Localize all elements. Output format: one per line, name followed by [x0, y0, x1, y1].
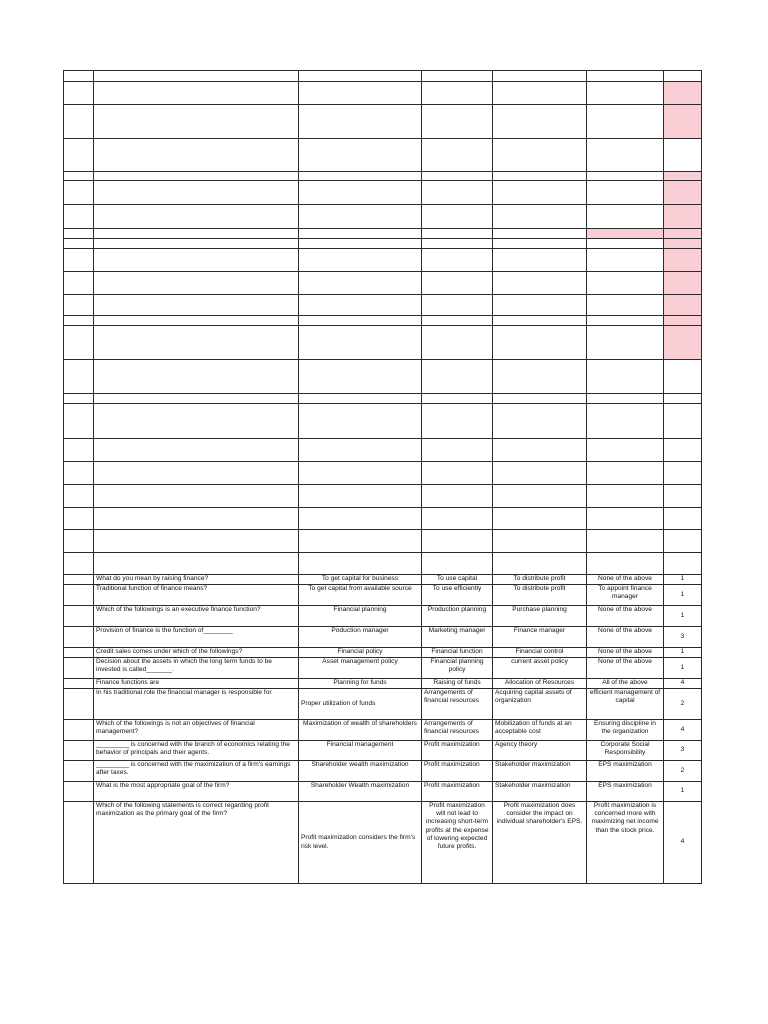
question-cell[interactable]: Which of the followings is not an objectives of financial management?: [94, 720, 299, 741]
answer-key-cell[interactable]: 1: [664, 606, 702, 627]
cell[interactable]: [493, 530, 587, 553]
cell[interactable]: [422, 326, 493, 360]
question-row: [64, 689, 702, 720]
row-number-cell[interactable]: [64, 720, 94, 741]
cell[interactable]: [64, 326, 94, 360]
cell[interactable]: [422, 530, 493, 553]
cell[interactable]: [94, 508, 299, 530]
cell[interactable]: [664, 71, 702, 82]
row-number-cell[interactable]: [64, 741, 94, 761]
cell[interactable]: [587, 82, 664, 105]
cell[interactable]: [493, 239, 587, 249]
cell[interactable]: [94, 394, 299, 404]
option-c-cell[interactable]: Finance manager: [493, 627, 587, 648]
cell[interactable]: [64, 272, 94, 295]
cell[interactable]: [664, 404, 702, 439]
question-row: [64, 782, 702, 802]
cell[interactable]: [422, 316, 493, 326]
cell[interactable]: [299, 139, 422, 172]
answer-key-cell[interactable]: 1: [664, 658, 702, 679]
option-b-cell[interactable]: Arrangements of financial resources: [422, 720, 493, 741]
cell[interactable]: [664, 82, 702, 105]
cell[interactable]: [299, 82, 422, 105]
row-number-cell[interactable]: [64, 648, 94, 658]
cell[interactable]: [299, 404, 422, 439]
question-cell[interactable]: What is the most appropriate goal of the firm?: [94, 782, 299, 802]
empty-row: [64, 272, 702, 295]
question-cell[interactable]: _________ is concerned with the maximization of a firm's earnings after taxes.: [94, 761, 299, 782]
option-c-cell[interactable]: Allocation of Resources: [493, 679, 587, 689]
cell[interactable]: [664, 172, 702, 181]
cell[interactable]: [422, 394, 493, 404]
cell[interactable]: [422, 105, 493, 139]
cell[interactable]: [64, 439, 94, 462]
empty-row: [64, 205, 702, 229]
cell[interactable]: [422, 82, 493, 105]
cell[interactable]: [422, 295, 493, 316]
empty-row: [64, 326, 702, 360]
option-c-cell[interactable]: Stakeholder maximization: [493, 782, 587, 802]
cell[interactable]: [299, 249, 422, 272]
cell[interactable]: [94, 172, 299, 181]
cell[interactable]: [64, 394, 94, 404]
option-a-cell[interactable]: To get capital from available source: [299, 585, 422, 606]
answer-key-cell[interactable]: 1: [664, 575, 702, 585]
cell[interactable]: [64, 462, 94, 485]
cell[interactable]: [664, 485, 702, 508]
cell[interactable]: [94, 71, 299, 82]
answer-key-cell[interactable]: 4: [664, 802, 702, 884]
answer-key-cell[interactable]: 4: [664, 679, 702, 689]
row-number-cell[interactable]: [64, 761, 94, 782]
cell[interactable]: [64, 181, 94, 205]
option-a-cell[interactable]: To get capital for business: [299, 575, 422, 585]
cell[interactable]: [64, 485, 94, 508]
cell[interactable]: [664, 239, 702, 249]
option-c-cell[interactable]: Financial control: [493, 648, 587, 658]
option-c-cell[interactable]: Profit maximization does consider the impact on individual shareholder's EPS.: [493, 802, 587, 884]
row-number-cell[interactable]: [64, 575, 94, 585]
row-number-cell[interactable]: [64, 689, 94, 720]
cell[interactable]: [664, 272, 702, 295]
cell[interactable]: [422, 439, 493, 462]
option-c-cell[interactable]: To distribute profit: [493, 575, 587, 585]
empty-row: [64, 295, 702, 316]
cell[interactable]: [493, 139, 587, 172]
cell[interactable]: [94, 326, 299, 360]
cell[interactable]: [587, 249, 664, 272]
cell[interactable]: [64, 508, 94, 530]
cell[interactable]: [664, 462, 702, 485]
cell[interactable]: [94, 139, 299, 172]
answer-key-cell[interactable]: 1: [664, 648, 702, 658]
cell[interactable]: [493, 205, 587, 229]
cell[interactable]: [493, 249, 587, 272]
empty-row: [64, 139, 702, 172]
cell[interactable]: [422, 462, 493, 485]
cell[interactable]: [299, 360, 422, 394]
option-c-cell[interactable]: Acquiring capital assets of organization: [493, 689, 587, 720]
option-c-cell[interactable]: Mobilization of funds at an acceptable cost: [493, 720, 587, 741]
option-a-cell[interactable]: Maximization of wealth of shareholders: [299, 720, 422, 741]
answer-key-cell[interactable]: 3: [664, 627, 702, 648]
question-cell[interactable]: Decision about the assets in which the long term funds to be invested is called_______.: [94, 658, 299, 679]
option-b-cell[interactable]: Profit maximization: [422, 761, 493, 782]
cell[interactable]: [94, 439, 299, 462]
option-d-cell[interactable]: None of the above: [587, 658, 664, 679]
cell[interactable]: [587, 239, 664, 249]
question-row: [64, 648, 702, 658]
question-cell[interactable]: Which of the followings is an executive finance function?: [94, 606, 299, 627]
cell[interactable]: [64, 404, 94, 439]
cell[interactable]: [493, 172, 587, 181]
row-number-cell[interactable]: [64, 585, 94, 606]
cell[interactable]: [64, 229, 94, 239]
cell[interactable]: [664, 249, 702, 272]
question-row: [64, 720, 702, 741]
cell[interactable]: [664, 394, 702, 404]
cell[interactable]: [422, 553, 493, 575]
cell[interactable]: [64, 360, 94, 394]
answer-key-cell[interactable]: 3: [664, 741, 702, 761]
question-row: [64, 575, 702, 585]
cell[interactable]: [299, 172, 422, 181]
cell[interactable]: [94, 239, 299, 249]
cell[interactable]: [587, 326, 664, 360]
cell[interactable]: [422, 181, 493, 205]
cell[interactable]: [64, 530, 94, 553]
cell[interactable]: [94, 530, 299, 553]
question-row: [64, 802, 702, 884]
option-b-cell[interactable]: Profit maximization: [422, 741, 493, 761]
cell[interactable]: [422, 485, 493, 508]
cell[interactable]: [64, 239, 94, 249]
cell[interactable]: [587, 181, 664, 205]
cell[interactable]: [299, 239, 422, 249]
row-number-cell[interactable]: [64, 606, 94, 627]
cell[interactable]: [493, 272, 587, 295]
cell[interactable]: [493, 229, 587, 239]
cell[interactable]: [587, 485, 664, 508]
option-c-cell[interactable]: current asset policy: [493, 658, 587, 679]
cell[interactable]: [94, 462, 299, 485]
cell[interactable]: [299, 553, 422, 575]
cell[interactable]: [493, 71, 587, 82]
option-d-cell[interactable]: None of the above: [587, 606, 664, 627]
cell[interactable]: [422, 508, 493, 530]
cell[interactable]: [299, 439, 422, 462]
cell[interactable]: [587, 295, 664, 316]
cell[interactable]: [94, 249, 299, 272]
answer-key-cell[interactable]: 1: [664, 585, 702, 606]
question-row: [64, 761, 702, 782]
cell[interactable]: [299, 394, 422, 404]
option-c-cell[interactable]: Stakeholder maximization: [493, 761, 587, 782]
cell[interactable]: [299, 508, 422, 530]
cell[interactable]: [664, 360, 702, 394]
cell[interactable]: [299, 205, 422, 229]
empty-row: [64, 404, 702, 439]
option-c-cell[interactable]: Purchase planning: [493, 606, 587, 627]
cell[interactable]: [664, 439, 702, 462]
question-cell[interactable]: Which of the following statements is correct regarding profit maximization as the primary goal of the firm?: [94, 802, 299, 884]
option-a-cell[interactable]: Financial management: [299, 741, 422, 761]
cell[interactable]: [493, 404, 587, 439]
cell[interactable]: [587, 316, 664, 326]
cell[interactable]: [422, 172, 493, 181]
question-row: [64, 679, 702, 689]
cell[interactable]: [422, 360, 493, 394]
cell[interactable]: [94, 404, 299, 439]
option-a-cell[interactable]: Profit maximization considers the firm's risk level.: [299, 802, 422, 884]
option-d-cell[interactable]: efficient management of capital: [587, 689, 664, 720]
row-number-cell[interactable]: [64, 679, 94, 689]
cell[interactable]: [493, 439, 587, 462]
cell[interactable]: [664, 205, 702, 229]
cell[interactable]: [422, 239, 493, 249]
option-c-cell[interactable]: To distribute profit: [493, 585, 587, 606]
cell[interactable]: [299, 316, 422, 326]
question-row: [64, 658, 702, 679]
cell[interactable]: [94, 553, 299, 575]
empty-row: [64, 553, 702, 575]
cell[interactable]: [587, 205, 664, 229]
option-a-cell[interactable]: Financial policy: [299, 648, 422, 658]
spreadsheet-grid: [63, 70, 702, 884]
cell[interactable]: [664, 139, 702, 172]
option-d-cell[interactable]: EPS maximization: [587, 782, 664, 802]
option-a-cell[interactable]: Shareholder wealth maximization: [299, 761, 422, 782]
question-cell[interactable]: Traditional function of finance means?: [94, 585, 299, 606]
cell[interactable]: [587, 404, 664, 439]
cell[interactable]: [493, 485, 587, 508]
cell[interactable]: [664, 530, 702, 553]
cell[interactable]: [664, 553, 702, 575]
option-d-cell[interactable]: None of the above: [587, 627, 664, 648]
cell[interactable]: [94, 295, 299, 316]
cell[interactable]: [587, 172, 664, 181]
answer-key-cell[interactable]: 1: [664, 782, 702, 802]
option-d-cell[interactable]: Profit maximization is concerned more with maximizing net income than the stock price.: [587, 802, 664, 884]
option-d-cell[interactable]: Corporate Social Responsibility: [587, 741, 664, 761]
cell[interactable]: [299, 71, 422, 82]
row-number-cell[interactable]: [64, 627, 94, 648]
cell[interactable]: [422, 249, 493, 272]
cell[interactable]: [493, 508, 587, 530]
cell[interactable]: [299, 229, 422, 239]
option-b-cell[interactable]: To use efficiently: [422, 585, 493, 606]
cell[interactable]: [587, 71, 664, 82]
cell[interactable]: [64, 205, 94, 229]
cell[interactable]: [299, 326, 422, 360]
cell[interactable]: [587, 508, 664, 530]
option-b-cell[interactable]: Profit maximization: [422, 782, 493, 802]
cell[interactable]: [94, 105, 299, 139]
option-b-cell[interactable]: Arrangements of financial resources: [422, 689, 493, 720]
cell[interactable]: [64, 553, 94, 575]
cell[interactable]: [493, 553, 587, 575]
option-b-cell[interactable]: Production planning: [422, 606, 493, 627]
cell[interactable]: [493, 316, 587, 326]
cell[interactable]: [64, 249, 94, 272]
option-c-cell[interactable]: Agency theory: [493, 741, 587, 761]
cell[interactable]: [493, 82, 587, 105]
cell[interactable]: [493, 462, 587, 485]
cell[interactable]: [94, 205, 299, 229]
cell[interactable]: [587, 105, 664, 139]
cell[interactable]: [94, 316, 299, 326]
row-number-cell[interactable]: [64, 658, 94, 679]
cell[interactable]: [493, 181, 587, 205]
cell[interactable]: [422, 272, 493, 295]
cell[interactable]: [94, 485, 299, 508]
question-row: [64, 741, 702, 761]
option-d-cell[interactable]: None of the above: [587, 648, 664, 658]
cell[interactable]: [299, 181, 422, 205]
answer-key-cell[interactable]: 2: [664, 761, 702, 782]
cell[interactable]: [299, 105, 422, 139]
cell[interactable]: [664, 229, 702, 239]
cell[interactable]: [664, 181, 702, 205]
option-a-cell[interactable]: Proper utilization of funds: [299, 689, 422, 720]
option-d-cell[interactable]: All of the above: [587, 679, 664, 689]
cell[interactable]: [299, 462, 422, 485]
row-number-cell[interactable]: [64, 802, 94, 884]
empty-row: [64, 439, 702, 462]
cell[interactable]: [664, 316, 702, 326]
empty-row: [64, 249, 702, 272]
cell[interactable]: [64, 71, 94, 82]
cell[interactable]: [664, 508, 702, 530]
question-cell[interactable]: Credit sales comes under which of the followings?: [94, 648, 299, 658]
option-a-cell[interactable]: Poduction manager: [299, 627, 422, 648]
cell[interactable]: [94, 181, 299, 205]
option-d-cell[interactable]: EPS maximization: [587, 761, 664, 782]
empty-row: [64, 485, 702, 508]
cell[interactable]: [493, 105, 587, 139]
cell[interactable]: [587, 360, 664, 394]
cell[interactable]: [422, 139, 493, 172]
question-cell[interactable]: Provision of finance is the function of________: [94, 627, 299, 648]
cell[interactable]: [493, 326, 587, 360]
answer-key-cell[interactable]: 2: [664, 689, 702, 720]
empty-row: [64, 394, 702, 404]
empty-row: [64, 82, 702, 105]
cell[interactable]: [587, 272, 664, 295]
cell[interactable]: [94, 82, 299, 105]
cell[interactable]: [299, 272, 422, 295]
cell[interactable]: [64, 172, 94, 181]
cell[interactable]: [299, 485, 422, 508]
option-d-cell[interactable]: To appoint finance manager: [587, 585, 664, 606]
option-d-cell[interactable]: None of the above: [587, 575, 664, 585]
cell[interactable]: [422, 229, 493, 239]
row-number-cell[interactable]: [64, 782, 94, 802]
cell[interactable]: [493, 360, 587, 394]
option-b-cell[interactable]: Financial function: [422, 648, 493, 658]
empty-row: [64, 172, 702, 181]
cell[interactable]: [422, 205, 493, 229]
empty-row: [64, 530, 702, 553]
option-a-cell[interactable]: Financial planning: [299, 606, 422, 627]
empty-row: [64, 229, 702, 239]
question-cell[interactable]: In his traditional role the financial manager is responsible for: [94, 689, 299, 720]
empty-row: [64, 508, 702, 530]
cell[interactable]: [64, 316, 94, 326]
cell[interactable]: [587, 439, 664, 462]
option-a-cell[interactable]: Shareholder Wealth maximization: [299, 782, 422, 802]
empty-row: [64, 360, 702, 394]
cell[interactable]: [664, 295, 702, 316]
cell[interactable]: [94, 272, 299, 295]
cell[interactable]: [587, 553, 664, 575]
cell[interactable]: [587, 394, 664, 404]
question-cell[interactable]: What do you mean by raising finance?: [94, 575, 299, 585]
cell[interactable]: [64, 295, 94, 316]
empty-row: [64, 316, 702, 326]
empty-row: [64, 239, 702, 249]
cell[interactable]: [493, 394, 587, 404]
question-cell[interactable]: Finance functions are: [94, 679, 299, 689]
option-a-cell[interactable]: Planning for funds: [299, 679, 422, 689]
question-row: [64, 627, 702, 648]
question-row: [64, 585, 702, 606]
empty-row: [64, 105, 702, 139]
option-b-cell[interactable]: Profit maximization will not lead to increasing short-term profits at the expense of lowering expected future profits.: [422, 802, 493, 884]
cell[interactable]: [664, 326, 702, 360]
option-a-cell[interactable]: Asset management policy: [299, 658, 422, 679]
answer-key-cell[interactable]: 4: [664, 720, 702, 741]
cell[interactable]: [587, 462, 664, 485]
cell[interactable]: [493, 295, 587, 316]
cell[interactable]: [664, 105, 702, 139]
option-b-cell[interactable]: Raising of funds: [422, 679, 493, 689]
cell[interactable]: [94, 360, 299, 394]
cell[interactable]: [587, 229, 664, 239]
cell[interactable]: [422, 404, 493, 439]
cell[interactable]: [299, 295, 422, 316]
option-b-cell[interactable]: Financial planning policy: [422, 658, 493, 679]
option-b-cell[interactable]: To use capital: [422, 575, 493, 585]
cell[interactable]: [94, 229, 299, 239]
cell[interactable]: [64, 105, 94, 139]
empty-row: [64, 71, 702, 82]
empty-row: [64, 181, 702, 205]
cell[interactable]: [64, 139, 94, 172]
cell[interactable]: [299, 530, 422, 553]
cell[interactable]: [587, 530, 664, 553]
cell[interactable]: [587, 139, 664, 172]
empty-row: [64, 462, 702, 485]
question-row: [64, 606, 702, 627]
sheet-body: [64, 71, 702, 884]
question-cell[interactable]: _________ is concerned with the branch of economics relating the behavior of principals and their agents.: [94, 741, 299, 761]
cell[interactable]: [422, 71, 493, 82]
option-d-cell[interactable]: Ensuring discipline in the organization: [587, 720, 664, 741]
option-b-cell[interactable]: Marketing manager: [422, 627, 493, 648]
cell[interactable]: [64, 82, 94, 105]
